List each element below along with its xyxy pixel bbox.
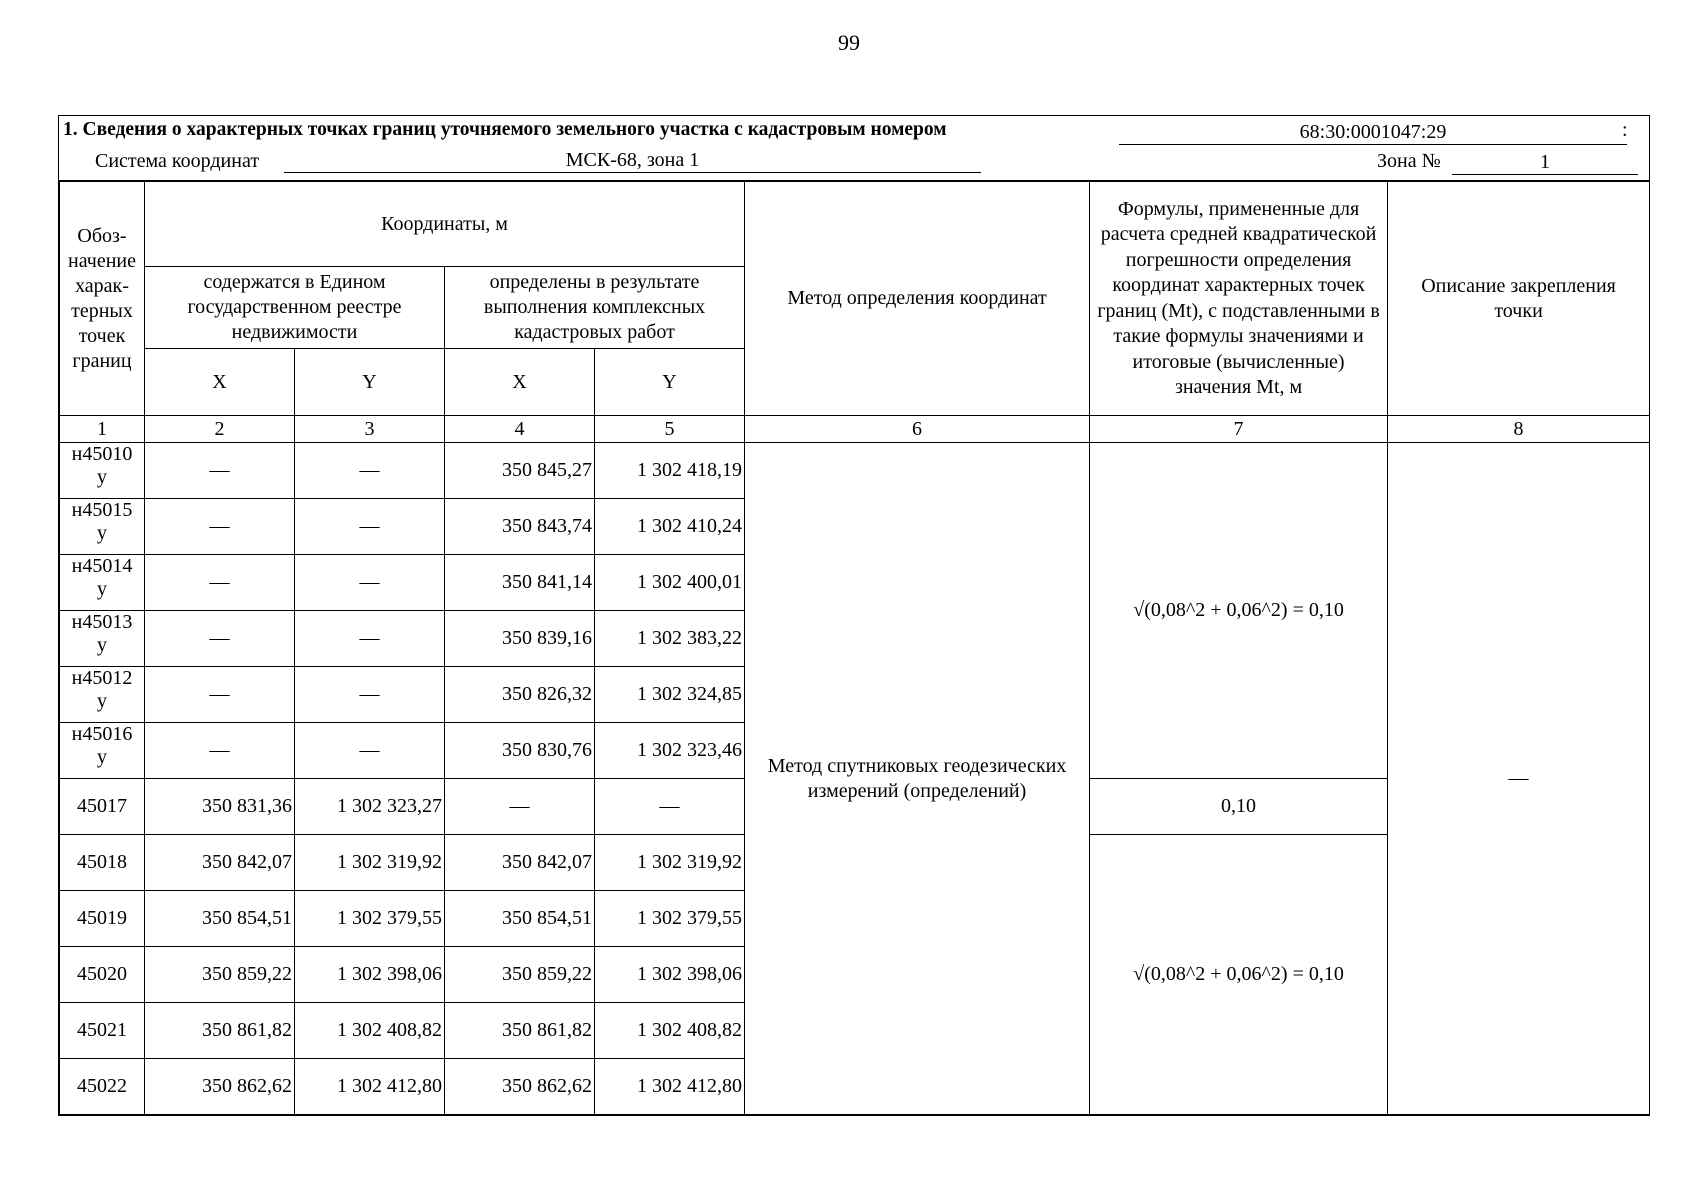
coord-x1: 350 862,62	[145, 1059, 295, 1115]
coord-y2: 1 302 418,19	[595, 443, 745, 499]
coord-y2: 1 302 379,55	[595, 891, 745, 947]
points-table	[59, 181, 1650, 1115]
coord-x1: 350 831,36	[145, 779, 295, 835]
point-name: 45019	[60, 891, 145, 947]
point-name: 45021	[60, 1003, 145, 1059]
points-form	[58, 115, 1650, 1116]
column-number: 6	[745, 416, 1090, 443]
coord-x2: 350 861,82	[445, 1003, 595, 1059]
method-cell: Метод спутниковых геодезических измерений (определений)	[745, 443, 1090, 1115]
coord-y1: 1 302 379,55	[295, 891, 445, 947]
column-numbers-row	[60, 416, 1650, 443]
header-y-ckr: Y	[595, 349, 745, 416]
formula-cell: √(0,08^2 + 0,06^2) = 0,10	[1090, 443, 1388, 779]
header-y-egrn: Y	[295, 349, 445, 416]
coord-x1: —	[145, 499, 295, 555]
coord-y2: —	[595, 779, 745, 835]
coord-y1: 1 302 408,82	[295, 1003, 445, 1059]
formula-cell: 0,10	[1090, 779, 1388, 835]
coord-y1: 1 302 319,92	[295, 835, 445, 891]
coord-x1: 350 859,22	[145, 947, 295, 1003]
coord-y2: 1 302 410,24	[595, 499, 745, 555]
point-name: 45017	[60, 779, 145, 835]
coord-system-value: МСК-68, зона 1	[284, 148, 981, 173]
point-name: н45010 у	[60, 443, 145, 499]
coord-x1: —	[145, 443, 295, 499]
coord-y1: 1 302 398,06	[295, 947, 445, 1003]
coord-system-label: Система координат	[95, 150, 260, 172]
coord-x2: 350 842,07	[445, 835, 595, 891]
coord-x2: 350 859,22	[445, 947, 595, 1003]
formula-cell: √(0,08^2 + 0,06^2) = 0,10	[1090, 835, 1388, 1115]
header-x-egrn: X	[145, 349, 295, 416]
form-header	[59, 116, 1649, 181]
point-name: н45013 у	[60, 611, 145, 667]
coord-x1: —	[145, 723, 295, 779]
point-name: н45012 у	[60, 667, 145, 723]
coord-y2: 1 302 383,22	[595, 611, 745, 667]
column-number: 1	[60, 416, 145, 443]
coord-x1: 350 861,82	[145, 1003, 295, 1059]
coord-y1: —	[295, 443, 445, 499]
point-name: н45016 у	[60, 723, 145, 779]
point-name: 45022	[60, 1059, 145, 1115]
coord-y1: —	[295, 499, 445, 555]
header-egrn: содержатся в Едином государственном реестре недвижимости	[145, 267, 445, 349]
header-coordinates: Координаты, м	[145, 182, 745, 267]
coord-x2: 350 845,27	[445, 443, 595, 499]
header-formula: Формулы, примененные для расчета средней квадратической погрешности определения координат характерных точек границ (Mt), с подставленными в такие формулы значениями и итоговые (вычисленные) значения Mt, м	[1090, 182, 1388, 416]
header-description: Описание закрепления точки	[1388, 182, 1650, 416]
coord-y2: 1 302 398,06	[595, 947, 745, 1003]
point-name: 45020	[60, 947, 145, 1003]
column-number: 3	[295, 416, 445, 443]
column-number: 7	[1090, 416, 1388, 443]
point-name: н45015 у	[60, 499, 145, 555]
coord-y2: 1 302 323,46	[595, 723, 745, 779]
coord-x2: 350 854,51	[445, 891, 595, 947]
title-colon: :	[1622, 119, 1628, 141]
column-number: 4	[445, 416, 595, 443]
coord-y1: —	[295, 667, 445, 723]
coord-x1: —	[145, 555, 295, 611]
coord-x2: 350 841,14	[445, 555, 595, 611]
coord-x2: 350 826,32	[445, 667, 595, 723]
coord-x1: 350 842,07	[145, 835, 295, 891]
zone-label: Зона №	[1377, 150, 1441, 172]
coord-x2: —	[445, 779, 595, 835]
coord-y1: —	[295, 611, 445, 667]
coord-y1: —	[295, 723, 445, 779]
coord-y2: 1 302 408,82	[595, 1003, 745, 1059]
coord-x1: —	[145, 667, 295, 723]
header-point-designation: Обоз- начение харак- терных точек границ	[60, 182, 145, 416]
coord-x1: 350 854,51	[145, 891, 295, 947]
cadastral-number: 68:30:0001047:29	[1119, 120, 1627, 145]
description-cell: —	[1388, 443, 1650, 1115]
coord-y1: 1 302 412,80	[295, 1059, 445, 1115]
column-number: 2	[145, 416, 295, 443]
column-number: 5	[595, 416, 745, 443]
column-number: 8	[1388, 416, 1650, 443]
coord-x1: —	[145, 611, 295, 667]
coord-y2: 1 302 324,85	[595, 667, 745, 723]
section-title: 1. Сведения о характерных точках границ уточняемого земельного участка с кадастровым номером	[63, 119, 947, 140]
coord-x2: 350 862,62	[445, 1059, 595, 1115]
coord-x2: 350 839,16	[445, 611, 595, 667]
header-ckr: определены в результате выполнения комплексных кадастровых работ	[445, 267, 745, 349]
coord-x2: 350 830,76	[445, 723, 595, 779]
coord-y2: 1 302 400,01	[595, 555, 745, 611]
point-name: 45018	[60, 835, 145, 891]
coord-x2: 350 843,74	[445, 499, 595, 555]
coord-y1: 1 302 323,27	[295, 779, 445, 835]
zone-value: 1	[1452, 150, 1638, 175]
table-row	[60, 443, 1650, 499]
coord-y1: —	[295, 555, 445, 611]
header-x-ckr: X	[445, 349, 595, 416]
header-method: Метод определения координат	[745, 182, 1090, 416]
page-number: 99	[838, 30, 860, 55]
coord-y2: 1 302 319,92	[595, 835, 745, 891]
point-name: н45014 у	[60, 555, 145, 611]
coord-y2: 1 302 412,80	[595, 1059, 745, 1115]
